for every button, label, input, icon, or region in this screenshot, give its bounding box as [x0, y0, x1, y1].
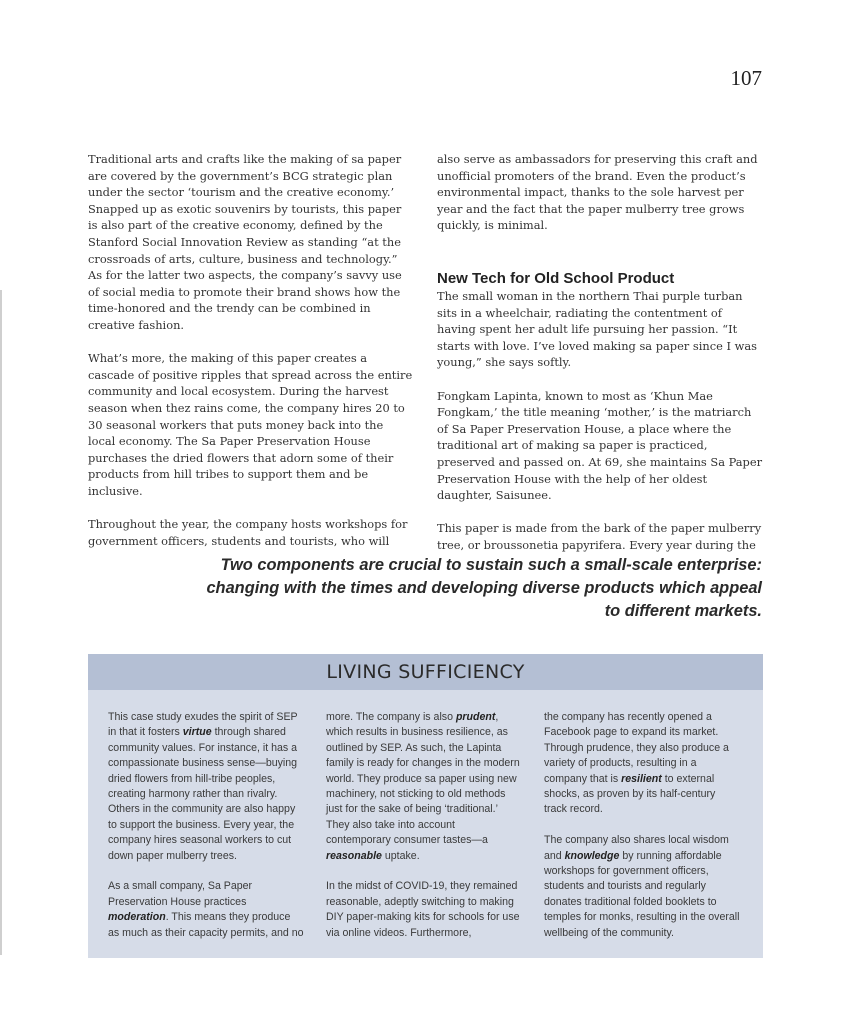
- text-run: The company also shares local wisdom and: [544, 834, 729, 862]
- text-run: uptake.: [381, 849, 420, 862]
- emphasis-moderation: moderation: [108, 911, 166, 924]
- box-paragraph: In the midst of COVID-19, they remained reasonable, adeptly switching to making DIY paper-making kits for schools for use via online videos. Furthermore,: [326, 880, 520, 939]
- page-number: 107: [730, 66, 762, 90]
- box-title: LIVING SUFFICIENCY: [326, 661, 525, 683]
- article-paragraph: Throughout the year, the company hosts workshops for government officers, students and tourists, who will: [88, 517, 408, 548]
- pull-quote: Two components are crucial to sustain such a small-scale enterprise: changing with the times and developing diverse products which appeal to different markets.: [206, 556, 762, 620]
- box-paragraph: [544, 833, 740, 941]
- emphasis-virtue: virtue: [182, 726, 212, 739]
- article-paragraph: Traditional arts and crafts like the making of sa paper are covered by the government’s BCG strategic plan under the sector ‘tourism and the creative economy.’ Snapped up as exotic souvenirs by tourists, this paper is also part of the creative economy, defined by the Stanford Social Innovation Review as standing “at the crossroads of arts, culture, business and technology.” As for the latter two aspects, the company’s savvy use of social media to promote their brand shows how the time-honored and the trendy can be combined in creative fashion.: [88, 152, 402, 332]
- article-paragraph: Fongkam Lapinta, known to most as ‘Khun Mae Fongkam,’ the title meaning ‘mother,’ is the matriarch of Sa Paper Preservation House, a place where the traditional art of making sa paper is practiced, preserved and passed on. At 69, she maintains Sa Paper Preservation House with the help of her oldest daughter, Saisunee.: [437, 388, 763, 503]
- emphasis-resilient: resilient: [621, 772, 662, 785]
- emphasis-reasonable: reasonable: [326, 849, 382, 862]
- box-column-3: [544, 710, 740, 956]
- emphasis-knowledge: knowledge: [564, 849, 620, 862]
- text-run: by running affordable workshops for government officers, students and tourists and regularly donates traditional folded booklets to temples for monks, resulting in the overall wellbeing of the community.: [544, 849, 740, 939]
- box-paragraph: [544, 710, 740, 818]
- text-run: to external shocks, as proven by its half-century track record.: [544, 772, 716, 816]
- article-paragraph: What’s more, the making of this paper creates a cascade of positive ripples that spread across the entire community and local ecosystem. During the harvest season when thez rains come, the company hires 20 to 30 seasonal workers that puts money back into the local economy. The Sa Paper Preservation House purchases the dried flowers that adorn some of their products from hill tribes to support them and be inclusive.: [88, 351, 413, 498]
- article-paragraph: This paper is made from the bark of the paper mulberry tree, or broussonetia papyrifera. Every year during the: [437, 521, 762, 552]
- page-edge-rule: [0, 290, 2, 955]
- living-sufficiency-box: [88, 654, 763, 958]
- text-run: This case study exudes the spirit of SEP in that it fosters: [108, 711, 298, 739]
- article-column-right: [437, 151, 763, 570]
- text-run: more. The company is also: [326, 711, 456, 723]
- text-run: the company has recently opened a Facebook page to expand its market. Through prudence, they also produce a variety of products, resulting in a company that is: [544, 711, 729, 785]
- article-paragraph: The small woman in the northern Thai purple turban sits in a wheelchair, radiating the contentment of having spent her adult life pursuing her passion. “It starts with love. I’ve loved making sa paper since I was young,” she says softly.: [437, 288, 757, 370]
- box-paragraph: [108, 879, 304, 941]
- box-header: [88, 654, 763, 690]
- box-paragraph: [326, 710, 522, 864]
- article-paragraph: also serve as ambassadors for preserving this craft and unofficial promoters of the brand. Even the product’s environmental impact, thanks to the sole harvest per year and the fact that the paper mulberry tree grows quickly, is minimal.: [437, 152, 758, 233]
- section-subheading: New Tech for Old School Product: [437, 269, 675, 287]
- text-run: As a small company, Sa Paper Preservation House practices: [108, 880, 253, 908]
- text-run: through shared community values. For instance, it has a compassionate business sense—buying dried flowers from hill-tribe peoples, creating harmony rather than rivalry. Others in the community are also happy to support the business. Every year, the company hires seasonal workers to cut down paper mulberry trees.: [108, 726, 298, 862]
- emphasis-prudent: prudent: [455, 711, 496, 723]
- box-paragraph: [108, 710, 304, 864]
- article-column-left: [88, 151, 414, 566]
- text-run: . This means they produce as much as their capacity permits, and no: [108, 911, 304, 939]
- box-column-1: [108, 710, 304, 956]
- box-column-2: [326, 710, 522, 956]
- text-run: , which results in business resilience, as outlined by SEP. As such, the Lapinta family is ready for changes in the modern world. They produce sa paper using new machinery, not sticking to old methods just for the sake of being ‘traditional.’ They also take into account contemporary consumer tastes—a: [326, 711, 520, 847]
